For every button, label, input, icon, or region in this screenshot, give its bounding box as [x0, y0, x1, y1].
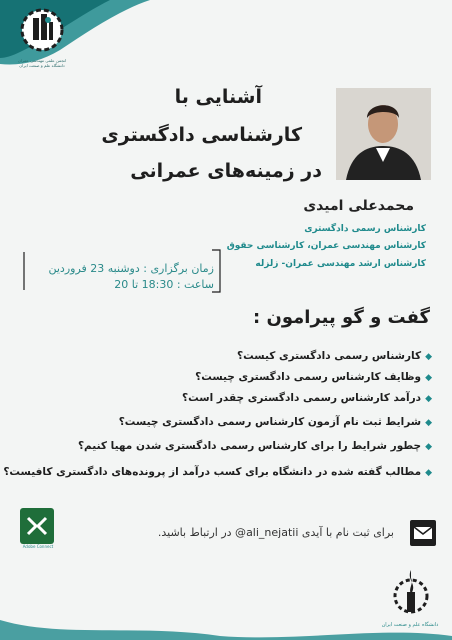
talk-heading: گفت و گو پیرامون :: [253, 307, 430, 328]
question-item: ◆چطور شرایط را برای کارشناس رسمی دادگستری شدن مهیا کنیم؟: [77, 440, 432, 452]
question-item: ◆وظایف کارشناس رسمی دادگستری چیست؟: [195, 371, 432, 383]
bullet-icon: ◆: [425, 418, 432, 428]
speaker-credential: کارشناس رسمی دادگستری: [304, 224, 426, 234]
schedule-box: [22, 246, 222, 296]
title-line-2: کارشناسی دادگستری: [101, 124, 302, 146]
university-logo: [388, 566, 434, 626]
schedule-date: زمان برگزاری : دوشنبه 23 فروردین: [48, 262, 214, 275]
gear-logo-icon: [18, 6, 66, 54]
university-emblem-icon: [388, 566, 434, 622]
association-logo: [12, 6, 72, 76]
question-item: ◆درآمد کارشناس رسمی دادگستری چقدر است؟: [182, 392, 432, 404]
speaker-photo: [336, 88, 431, 180]
bottom-wave-decoration: [0, 580, 452, 640]
adobe-connect-label: Adobe Connect: [22, 544, 54, 549]
question-item: ◆کارشناس رسمی دادگستری کیست؟: [237, 350, 432, 362]
bullet-icon: ◆: [425, 442, 432, 452]
speaker-name: محمدعلی امیدی: [303, 198, 414, 214]
bullet-icon: ◆: [425, 352, 432, 362]
title-line-1: آشنایی با: [174, 86, 262, 108]
question-item: ◆شرایط ثبت نام آزمون کارشناس رسمی دادگستری چیست؟: [118, 416, 432, 428]
bullet-icon: ◆: [425, 394, 432, 404]
title-line-3: در زمینه‌های عمرانی: [130, 160, 322, 182]
university-caption: دانشگاه علم و صنعت ایران: [381, 622, 439, 628]
schedule-time: ساعت : 18:30 تا 20: [114, 278, 214, 291]
bullet-icon: ◆: [425, 468, 432, 478]
speaker-credential: کارشناس ارشد مهندسی عمران- زلزله: [255, 259, 426, 269]
registration-text: برای ثبت نام با آیدی ali_nejatii@ در ارتباط باشید.: [157, 526, 394, 539]
speaker-credential: کارشناس مهندسی عمران، کارشناسی حقوق: [226, 241, 426, 251]
mail-icon: [410, 520, 436, 546]
bullet-icon: ◆: [425, 373, 432, 383]
adobe-connect-icon: [20, 508, 54, 544]
association-logo-caption: انجمن علمی مهندسی عمران دانشگاه علم و صنعت ایران: [17, 58, 67, 68]
question-item: ◆مطالب گفته شده در دانشگاه برای کسب درآمد از پرونده‌های دادگستری کافیست؟: [3, 466, 432, 478]
